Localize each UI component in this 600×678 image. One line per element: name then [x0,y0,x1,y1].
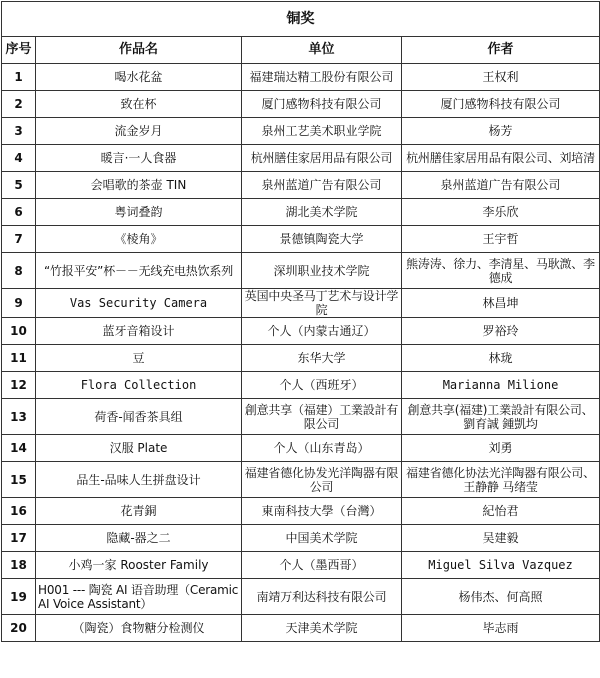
row-num: 2 [2,91,36,118]
unit-name: 杭州膳佳家居用品有限公司 [242,145,402,172]
work-name: 暖言·一人食器 [36,145,242,172]
author-name: 厦门感物科技有限公司 [402,91,600,118]
row-num: 19 [2,579,36,615]
table-title: 铜奖 [2,2,600,37]
row-num: 3 [2,118,36,145]
row-num: 10 [2,318,36,345]
row-num: 15 [2,462,36,498]
table-row [2,462,600,498]
table-row [2,615,600,642]
table-row [2,289,600,318]
table-row [2,226,600,253]
unit-name: 中国美术学院 [242,525,402,552]
author-name: 紀怡君 [402,498,600,525]
author-name: 李乐欣 [402,199,600,226]
author-name: 王宇哲 [402,226,600,253]
work-name: 粤词叠韵 [36,199,242,226]
work-name: 隐藏-器之二 [36,525,242,552]
author-name: 罗裕玲 [402,318,600,345]
unit-name: 东华大学 [242,345,402,372]
title-row [2,2,600,37]
row-num: 4 [2,145,36,172]
unit-name: 湖北美术学院 [242,199,402,226]
unit-name: 福建瑞达精工股份有限公司 [242,64,402,91]
row-num: 8 [2,253,36,289]
author-name: 泉州蓝道广告有限公司 [402,172,600,199]
row-num: 1 [2,64,36,91]
work-name: 小鸡一家 Rooster Family [36,552,242,579]
author-name: 熊涛涛、徐力、李清星、马耿溦、李德成 [402,253,600,289]
table-row [2,399,600,435]
table-row [2,253,600,289]
work-name: 汉服 Plate [36,435,242,462]
row-num: 11 [2,345,36,372]
table-row [2,498,600,525]
author-name: 毕志雨 [402,615,600,642]
author-name: 杨伟杰、何高照 [402,579,600,615]
author-name: 王权利 [402,64,600,91]
unit-name: 東南科技大學（台灣） [242,498,402,525]
author-name: 刘勇 [402,435,600,462]
table-row [2,435,600,462]
work-name: （陶瓷）食物糖分检测仪 [36,615,242,642]
row-num: 16 [2,498,36,525]
work-name: 会唱歌的茶壶 TIN [36,172,242,199]
unit-name: 个人（西班牙） [242,372,402,399]
table-row [2,172,600,199]
table-row [2,199,600,226]
row-num: 5 [2,172,36,199]
table-row [2,145,600,172]
author-name: Miguel Silva Vazquez [402,552,600,579]
work-name: 《棱角》 [36,226,242,253]
author-name: 創意共享(福建)工業設計有限公司、劉育誠 鍾凱均 [402,399,600,435]
table-row [2,552,600,579]
author-name: 杭州膳佳家居用品有限公司、刘培清 [402,145,600,172]
unit-name: 厦门感物科技有限公司 [242,91,402,118]
work-name: 喝水花盆 [36,64,242,91]
unit-name: 天津美术学院 [242,615,402,642]
work-name: H001 --- 陶瓷 AI 语音助理（Ceramic AI Voice Assistant） [36,579,242,615]
row-num: 13 [2,399,36,435]
header-author: 作者 [402,37,600,64]
author-name: 杨芳 [402,118,600,145]
row-num: 12 [2,372,36,399]
table-row [2,345,600,372]
work-name: 花青銅 [36,498,242,525]
row-num: 6 [2,199,36,226]
author-name: 福建省德化协法光洋陶器有限公司、王静静 马绪莹 [402,462,600,498]
work-name: 豆 [36,345,242,372]
row-num: 20 [2,615,36,642]
header-row [2,37,600,64]
row-num: 17 [2,525,36,552]
work-name: 蓝牙音箱设计 [36,318,242,345]
header-work: 作品名 [36,37,242,64]
unit-name: 个人（墨西哥） [242,552,402,579]
row-num: 9 [2,289,36,318]
unit-name: 泉州工艺美术职业学院 [242,118,402,145]
work-name: 品生-品味人生拼盘设计 [36,462,242,498]
author-name: 林珑 [402,345,600,372]
work-name: 荷香-闻香茶具组 [36,399,242,435]
table-row [2,118,600,145]
awards-table [1,1,600,642]
table-row [2,579,600,615]
work-name: Flora Collection [36,372,242,399]
unit-name: 个人（山东青岛） [242,435,402,462]
unit-name: 英国中央圣马丁艺术与设计学院 [242,289,402,318]
header-num: 序号 [2,37,36,64]
work-name: 致在杯 [36,91,242,118]
unit-name: 南靖万利达科技有限公司 [242,579,402,615]
unit-name: 深圳职业技术学院 [242,253,402,289]
row-num: 18 [2,552,36,579]
author-name: Marianna Milione [402,372,600,399]
unit-name: 泉州蓝道广告有限公司 [242,172,402,199]
author-name: 林昌坤 [402,289,600,318]
table-row [2,91,600,118]
table-row [2,64,600,91]
work-name: Vas Security Camera [36,289,242,318]
row-num: 7 [2,226,36,253]
row-num: 14 [2,435,36,462]
table-row [2,372,600,399]
work-name: 流金岁月 [36,118,242,145]
work-name: “竹报平安”杯－－无线充电热饮系列 [36,253,242,289]
table-row [2,318,600,345]
unit-name: 福建省德化协发光洋陶器有限公司 [242,462,402,498]
table-row [2,525,600,552]
unit-name: 創意共享（福建）工業設計有限公司 [242,399,402,435]
header-unit: 单位 [242,37,402,64]
author-name: 吴建毅 [402,525,600,552]
unit-name: 景德镇陶瓷大学 [242,226,402,253]
unit-name: 个人（内蒙古通辽） [242,318,402,345]
